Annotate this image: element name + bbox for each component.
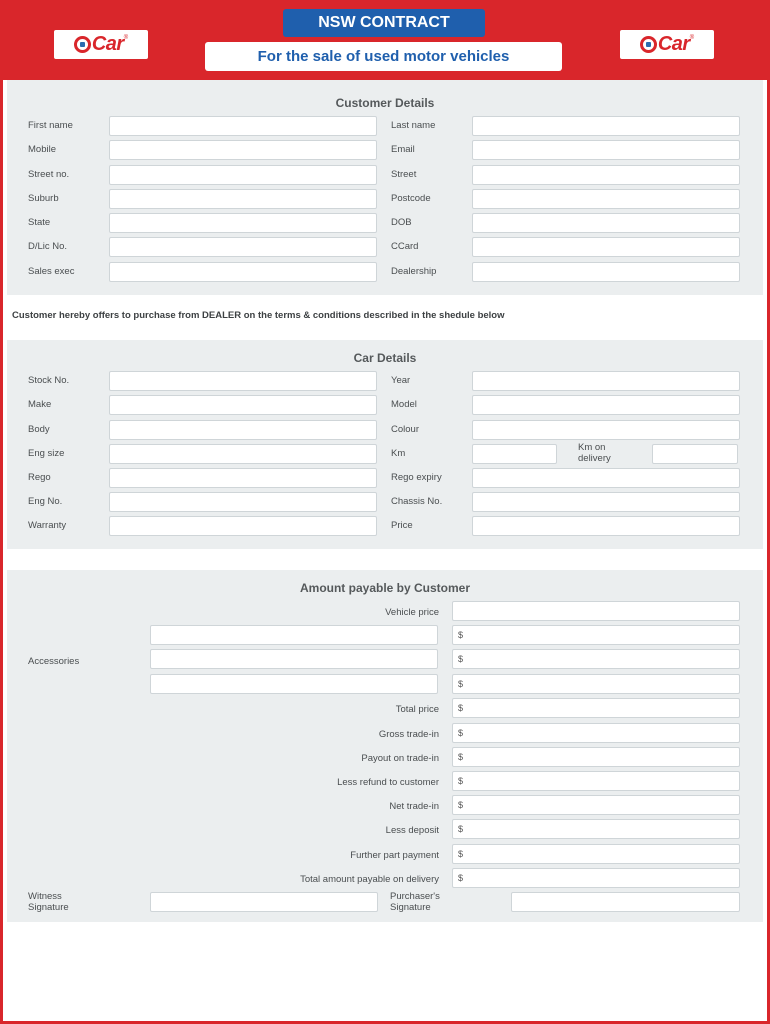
warranty-field[interactable] xyxy=(109,516,377,536)
price-field[interactable] xyxy=(472,516,740,536)
customer-details-title: Customer Details xyxy=(335,96,435,110)
chassis-no-field[interactable] xyxy=(472,492,740,512)
eng-no-field[interactable] xyxy=(109,492,377,512)
km-field[interactable] xyxy=(472,444,557,464)
street-label: Street xyxy=(391,169,417,180)
km-on-delivery-field[interactable] xyxy=(652,444,738,464)
state-field[interactable] xyxy=(109,213,377,233)
less-refund-label: Less refund to customer xyxy=(337,777,439,788)
rego-label: Rego xyxy=(28,472,51,483)
colour-field[interactable] xyxy=(472,420,740,440)
eng-size-label: Eng size xyxy=(28,448,65,459)
mobile-field[interactable] xyxy=(109,140,377,160)
sales-exec-field[interactable] xyxy=(109,262,377,282)
currency-symbol: $ xyxy=(458,630,464,640)
body-field[interactable] xyxy=(109,420,377,440)
km-on-delivery-label: Km on delivery xyxy=(578,442,611,464)
sales-exec-label: Sales exec xyxy=(28,266,75,277)
accessory-2-amount-field[interactable] xyxy=(452,649,740,669)
dlic-no-field[interactable] xyxy=(109,237,377,257)
offer-statement: Customer hereby offers to purchase from DEALER on the terms & conditions described in the shedule below xyxy=(12,310,505,321)
purchaser-signature-field[interactable] xyxy=(511,892,740,912)
rego-expiry-field[interactable] xyxy=(472,468,740,488)
gross-trade-in-label: Gross trade-in xyxy=(378,729,439,740)
amount-payable-title: Amount payable by Customer xyxy=(299,581,471,595)
currency-symbol: $ xyxy=(458,849,464,859)
ccard-label: CCard xyxy=(391,241,419,252)
currency-symbol: $ xyxy=(458,728,464,738)
purchaser-signature-label: Purchaser's Signature xyxy=(390,891,440,913)
witness-signature-label: Witness Signature xyxy=(28,891,69,913)
net-trade-in-label: Net trade-in xyxy=(389,801,439,812)
accessory-3-description-field[interactable] xyxy=(150,674,438,694)
currency-symbol: $ xyxy=(458,679,464,689)
vehicle-price-label: Vehicle price xyxy=(385,607,439,618)
witness-signature-field[interactable] xyxy=(150,892,378,912)
less-deposit-field[interactable] xyxy=(452,819,740,839)
total-price-label: Total price xyxy=(395,704,439,715)
currency-symbol: $ xyxy=(458,654,464,664)
email-label: Email xyxy=(391,144,415,155)
year-label: Year xyxy=(391,375,411,386)
contract-title: NSW CONTRACT xyxy=(283,9,485,37)
further-part-payment-field[interactable] xyxy=(452,844,740,864)
payout-on-trade-in-label: Payout on trade-in xyxy=(361,753,439,764)
total-payable-on-delivery-label: Total amount payable on delivery xyxy=(300,874,439,885)
gross-trade-in-field[interactable] xyxy=(452,723,740,743)
km-label: Km xyxy=(391,448,406,459)
last-name-field[interactable] xyxy=(472,116,740,136)
dealership-label: Dealership xyxy=(391,266,437,277)
contract-subtitle: For the sale of used motor vehicles xyxy=(205,42,562,71)
postcode-field[interactable] xyxy=(472,189,740,209)
eng-no-label: Eng No. xyxy=(28,496,63,507)
dealership-field[interactable] xyxy=(472,262,740,282)
model-field[interactable] xyxy=(472,395,740,415)
accessory-1-description-field[interactable] xyxy=(150,625,438,645)
state-label: State xyxy=(28,217,51,228)
total-price-field[interactable] xyxy=(452,698,740,718)
make-label: Make xyxy=(28,399,52,410)
chassis-no-label: Chassis No. xyxy=(391,496,443,507)
car-details-title: Car Details xyxy=(353,351,417,365)
make-field[interactable] xyxy=(109,395,377,415)
logo-text: Car xyxy=(91,33,124,55)
less-deposit-label: Less deposit xyxy=(385,825,439,836)
street-no-label: Street no. xyxy=(28,169,70,180)
currency-symbol: $ xyxy=(458,776,464,786)
currency-symbol: $ xyxy=(458,703,464,713)
first-name-field[interactable] xyxy=(109,116,377,136)
suburb-field[interactable] xyxy=(109,189,377,209)
colour-label: Colour xyxy=(391,424,419,435)
last-name-label: Last name xyxy=(391,120,436,131)
street-no-field[interactable] xyxy=(109,165,377,185)
dob-label: DOB xyxy=(391,217,412,228)
mobile-label: Mobile xyxy=(28,144,56,155)
accessory-3-amount-field[interactable] xyxy=(452,674,740,694)
logo-registered-mark: ® xyxy=(123,35,129,41)
ccard-field[interactable] xyxy=(472,237,740,257)
payout-on-trade-in-field[interactable] xyxy=(452,747,740,767)
accessory-2-description-field[interactable] xyxy=(150,649,438,669)
suburb-label: Suburb xyxy=(28,193,59,204)
accessories-label: Accessories xyxy=(28,656,80,667)
logo-text: Car xyxy=(657,33,690,55)
logo-registered-mark: ® xyxy=(689,35,695,41)
postcode-label: Postcode xyxy=(391,193,431,204)
eng-size-field[interactable] xyxy=(109,444,377,464)
dob-field[interactable] xyxy=(472,213,740,233)
currency-symbol: $ xyxy=(458,873,464,883)
net-trade-in-field[interactable] xyxy=(452,795,740,815)
currency-symbol: $ xyxy=(458,752,464,762)
first-name-label: First name xyxy=(28,120,73,131)
stock-no-field[interactable] xyxy=(109,371,377,391)
model-label: Model xyxy=(391,399,417,410)
stock-no-label: Stock No. xyxy=(28,375,70,386)
vehicle-price-field[interactable] xyxy=(452,601,740,621)
body-label: Body xyxy=(28,424,50,435)
currency-symbol: $ xyxy=(458,824,464,834)
street-field[interactable] xyxy=(472,165,740,185)
rego-expiry-label: Rego expiry xyxy=(391,472,442,483)
accessory-1-amount-field[interactable] xyxy=(452,625,740,645)
warranty-label: Warranty xyxy=(28,520,67,531)
further-part-payment-label: Further part payment xyxy=(350,850,439,861)
currency-symbol: $ xyxy=(458,800,464,810)
less-refund-field[interactable] xyxy=(452,771,740,791)
email-field[interactable] xyxy=(472,140,740,160)
year-field[interactable] xyxy=(472,371,740,391)
total-payable-on-delivery-field[interactable] xyxy=(452,868,740,888)
rego-field[interactable] xyxy=(109,468,377,488)
price-label: Price xyxy=(391,520,413,531)
dlic-no-label: D/Lic No. xyxy=(28,241,68,252)
